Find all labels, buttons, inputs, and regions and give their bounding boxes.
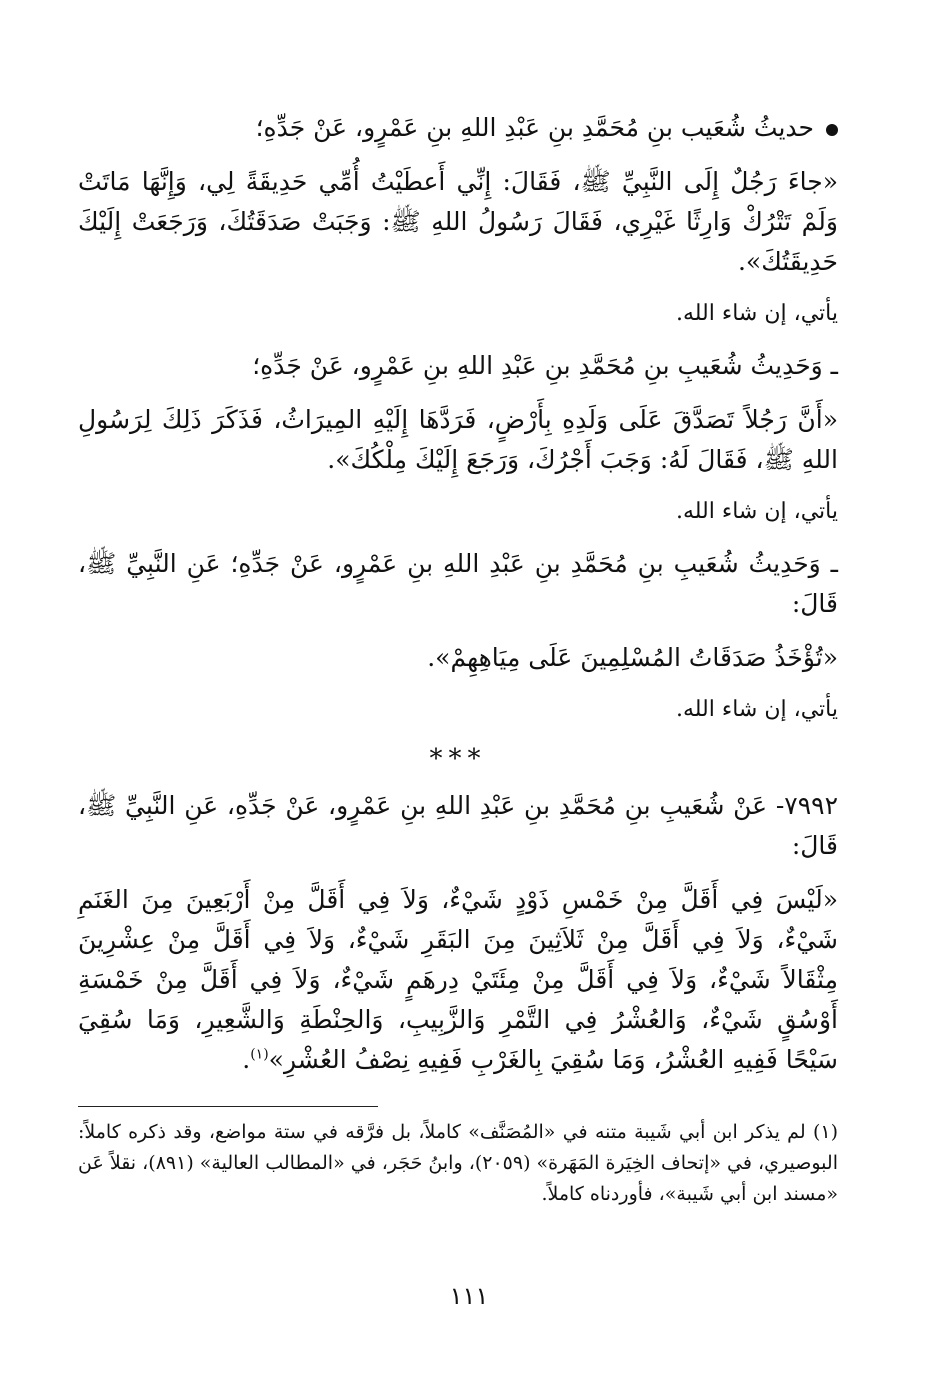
paragraph-6: «تُؤْخَذُ صَدَقَاتُ المُسْلِمِينَ عَلَى مِيَاهِهِمْ». (427, 643, 838, 672)
paragraph-1: حديثُ شُعَيب بنِ مُحَمَّدِ بنِ عَبْدِ اللهِ بنِ عَمْرٍو، عَنْ جَدِّهِ؛ (78, 108, 838, 148)
paragraph-4: «أَنَّ رَجُلاً تَصَدَّقَ عَلَى وَلَدِهِ بِأَرْضٍ، فَرَدَّهَا إِلَيْهِ المِيرَاثُ، فَذَكَرَ ذَلِكَ لِرَسُولِ اللهِ ﷺ، فَقَالَ لَهُ: وَجَبَ أَجْرُكَ، وَرَجَعَ إِلَيْكَ مِلْكُكَ». (78, 405, 838, 474)
paragraph-3: ـ وَحَدِيثُ شُعَيبِ بنِ مُحَمَّدِ بنِ عَبْدِ اللهِ بنِ عَمْرٍو، عَنْ جَدِّهِ؛ (252, 351, 838, 380)
footnote: (١) لم يذكر ابن أبي شَيبة متنه في «المُصَنَّف» كاملاً، بل فرَّقه في ستة مواضع، وقد ذكره كاملاً: البوصيري، في «إتحاف الخِيَرة المَهَرة» (٢٠٥٩)، وابنُ حَجَر، في «المطالب العالية» (٨٩١)، نقلاً عَن «مسند ابن أبي شَيبة»، فأوردناه كاملاً. (78, 1121, 838, 1205)
note-3: يأتي، إن شاء الله. (675, 697, 838, 722)
page-body (78, 108, 838, 1210)
page-number: ١١١ (449, 1282, 489, 1310)
bullet-icon (826, 124, 838, 136)
note-1: يأتي، إن شاء الله. (675, 301, 838, 326)
hadith-heading: ٧٩٩٢- عَنْ شُعَيبِ بنِ مُحَمَّدِ بنِ عَبْدِ اللهِ بنِ عَمْرٍو، عَنْ جَدِّهِ، عَنِ النَّبِيِّ ﷺ، قَالَ: (78, 791, 838, 860)
section-separator: *** (429, 744, 487, 774)
paragraph-5: ـ وَحَدِيثُ شُعَيبِ بنِ مُحَمَّدِ بنِ عَبْدِ اللهِ بنِ عَمْرٍو، عَنْ جَدِّهِ؛ عَنِ النَّبِيِّ ﷺ، قَالَ: (78, 549, 838, 618)
footnote-divider (78, 1106, 378, 1107)
hadith-text: «لَيْسَ فِي أَقَلَّ مِنْ خَمْسِ ذَوْدٍ شَيْءٌ، وَلاَ فِي أَقَلَّ مِنْ أَرْبَعِينَ مِنَ الغَنَمِ شَيْءٌ، وَلاَ فِي أَقَلَّ مِنْ ثَلاَثِينَ مِنَ البَقَرِ شَيْءٌ، وَلاَ فِي أَقَلَّ مِنْ عِشْرِينَ مِثْقَالاً شَيْءٌ، وَلاَ فِي أَقَلَّ مِنْ مِئَتَيْ دِرهَمٍ شَيْءٌ، وَلاَ فِي أَقَلَّ مِنْ خَمْسَةِ أَوْسُقٍ شَيْءٌ، وَالعُشْرُ فِي التَّمْرِ وَالزَّبِيبِ، وَالحِنْطَةِ وَالشَّعِيرِ، وَمَا سُقِيَ سَيْحًا فَفِيهِ العُشْرُ، وَمَا سُقِيَ بِالغَرْبِ فَفِيهِ نِصْفُ العُشْرِ»$^{(١)}$. (78, 885, 838, 1074)
paragraph-2: «جاءَ رَجُلٌ إِلَى النَّبِيِّ ﷺ، فَقَالَ: إِنِّي أَعطَيْتُ أُمِّي حَدِيقَةً لِي، وَإِنَّهَا مَاتَتْ وَلَمْ تَتْرُكْ وَارِثًا غَيْرِي، فَقَالَ رَسُولُ اللهِ ﷺ: وَجَبَتْ صَدَقَتُكَ، وَرَجَعَتْ إِلَيْكَ حَدِيقَتُكَ». (78, 167, 838, 276)
note-2: يأتي، إن شاء الله. (675, 499, 838, 524)
footnote-marker: (١) (250, 1046, 269, 1063)
